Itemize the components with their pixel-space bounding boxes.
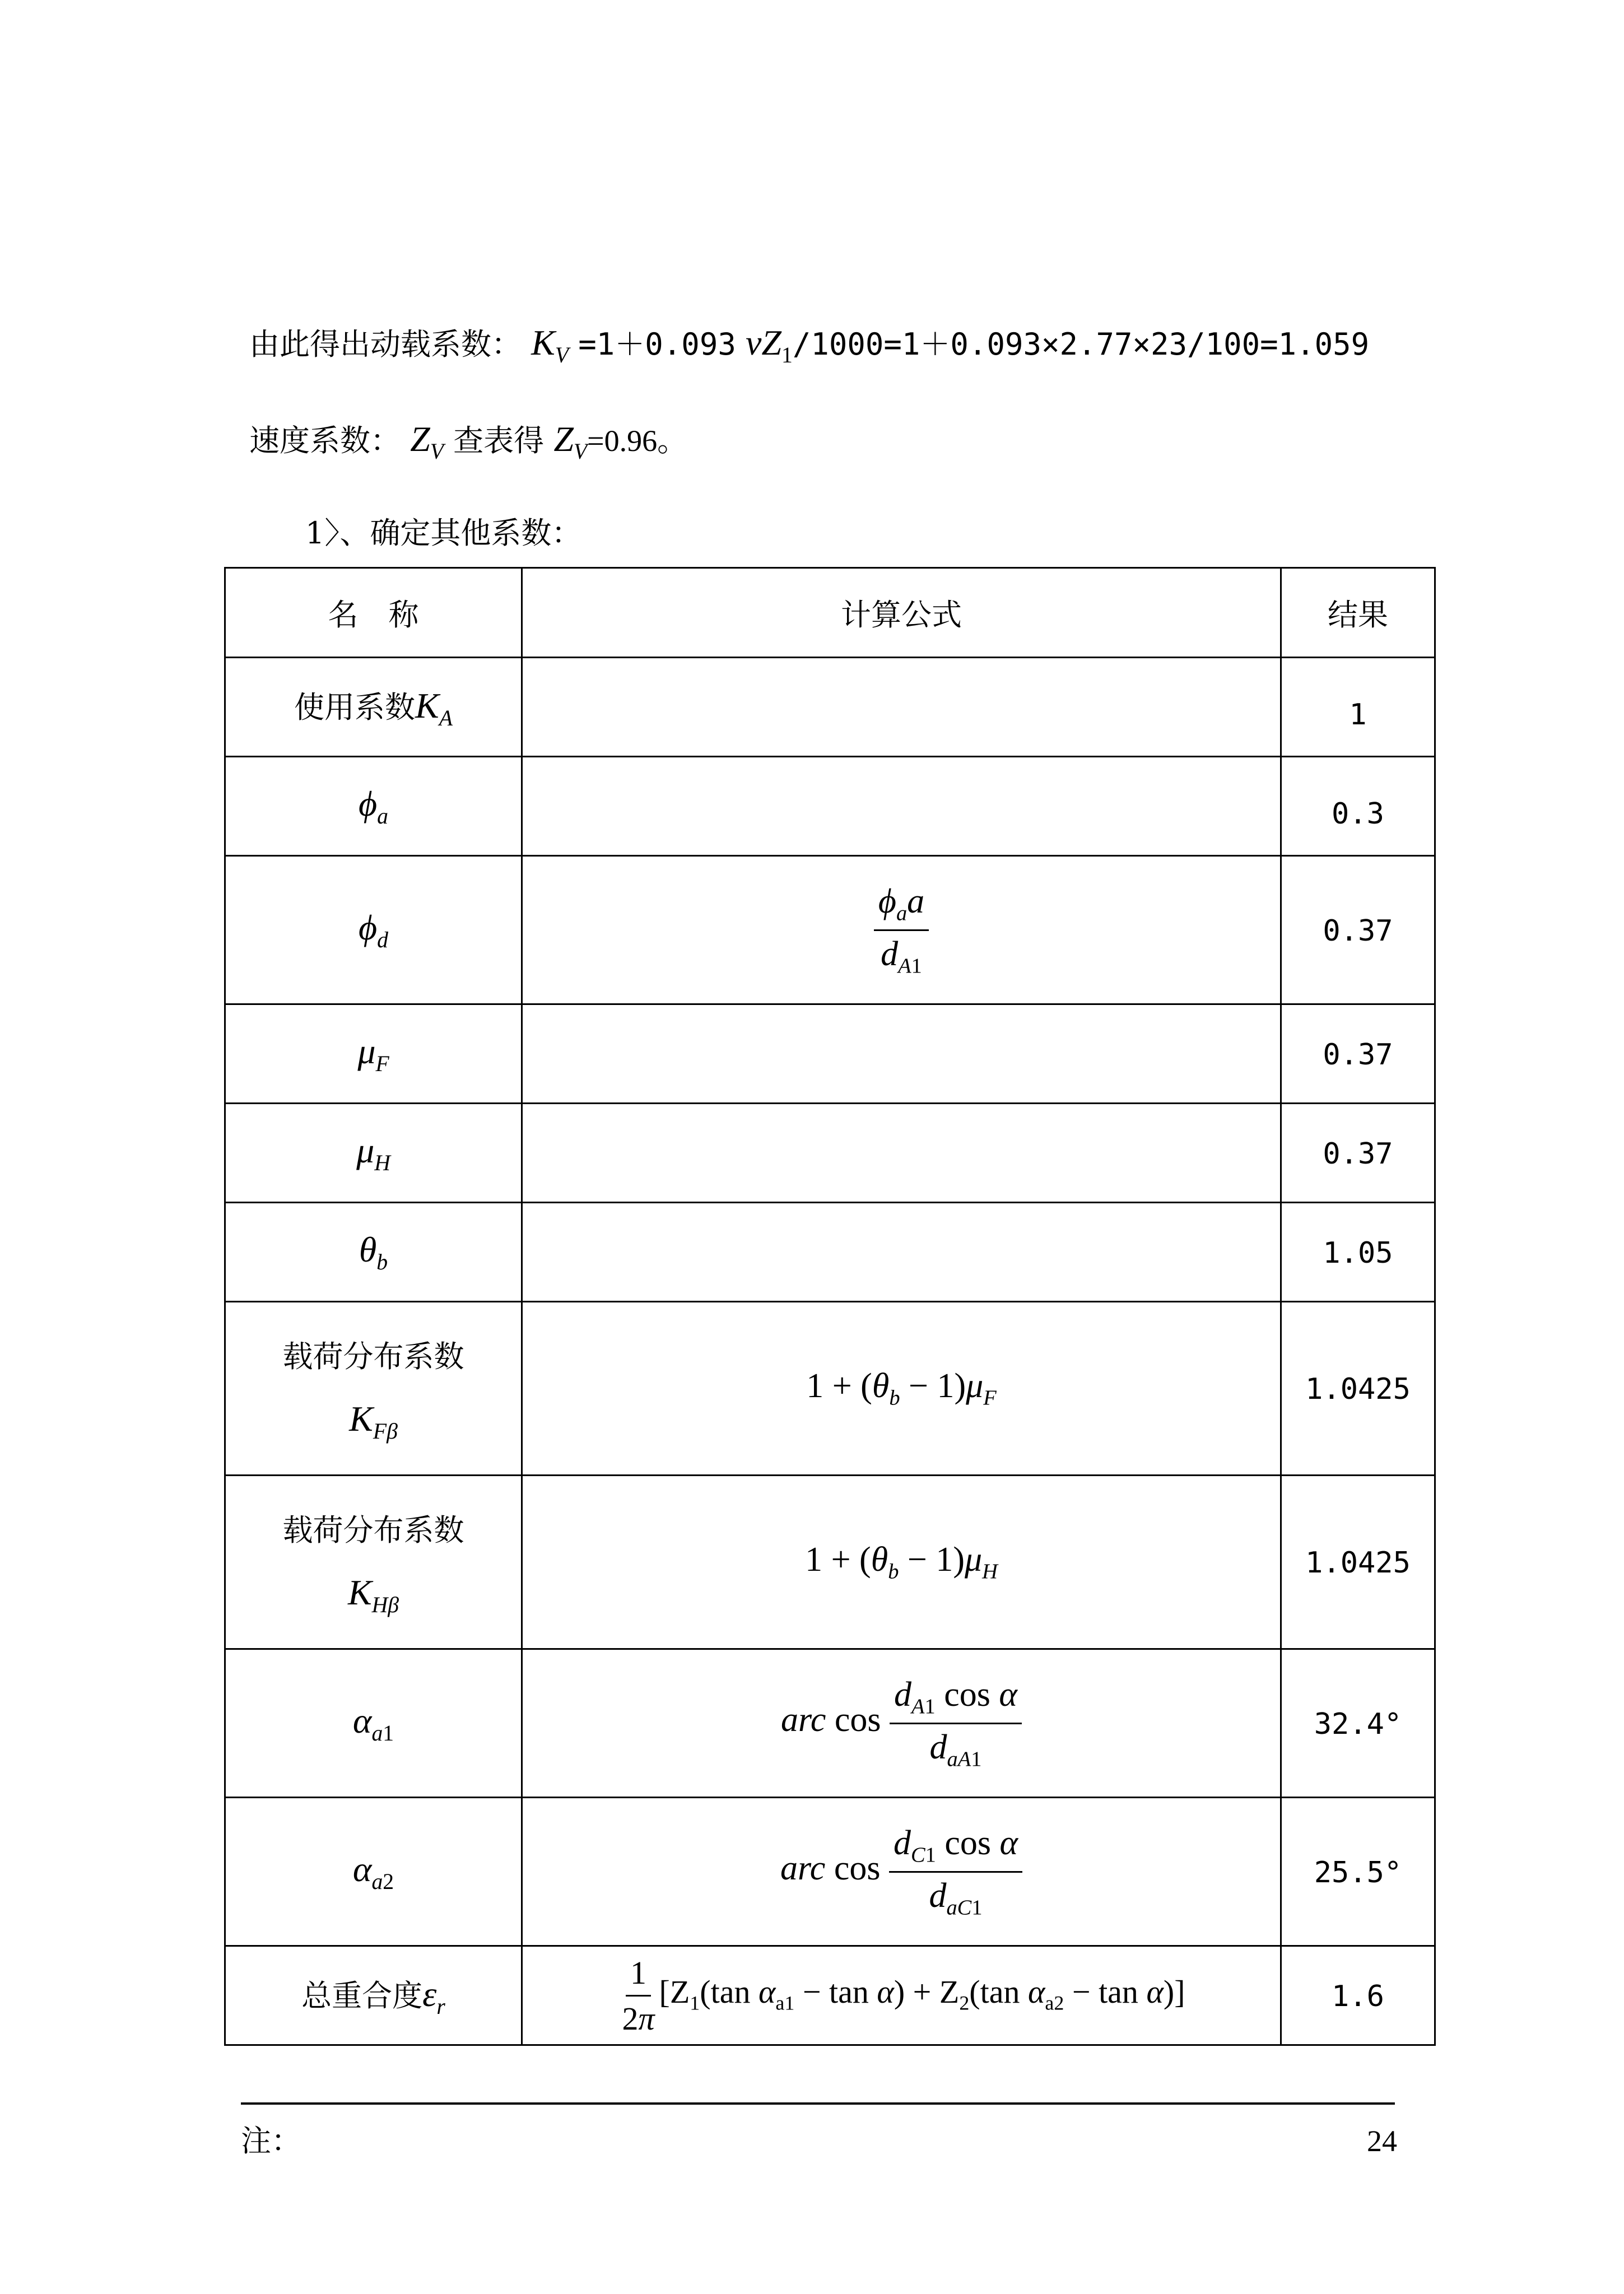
kv-vz-symbol: $vZ_1$	[746, 323, 793, 367]
theta-b-symbol: $\theta_b$	[359, 1230, 388, 1274]
table-row	[225, 1004, 1435, 1104]
alpha-a1-formula: arc cos $\frac{d_{A1} \cos \alpha}{d_{aA1}}$	[781, 1701, 1022, 1739]
row-formula	[522, 1004, 1281, 1104]
row-name	[225, 757, 522, 856]
khb-symbol: $K_{H\beta}$	[347, 1572, 399, 1617]
kv-line	[249, 325, 1369, 367]
table-row	[225, 1649, 1435, 1798]
row-formula	[522, 757, 1281, 856]
table-row	[225, 1203, 1435, 1302]
kfb-formula: $1 + (\theta_b - 1)\mu_F$	[806, 1367, 997, 1410]
table-row	[225, 1798, 1435, 1946]
row-name	[225, 1203, 522, 1302]
section-heading	[305, 515, 582, 551]
phi-d-symbol: $\phi_d$	[359, 908, 388, 952]
row-formula	[522, 856, 1281, 1004]
row-formula	[522, 1476, 1281, 1649]
phi-a-symbol: $\phi_a$	[359, 784, 388, 829]
row-result: 1.0425	[1281, 1302, 1435, 1476]
row-result: 0.37	[1281, 1004, 1435, 1104]
row-result: 1.05	[1281, 1203, 1435, 1302]
zv-symbol-2: $Z_V$	[553, 419, 588, 464]
row-name	[225, 1649, 522, 1798]
row-name	[225, 856, 522, 1004]
zv-prefix: 速度系数：	[249, 423, 401, 458]
ka-symbol: $K_A$	[415, 685, 453, 730]
row-name	[225, 1104, 522, 1203]
row-result: 25.5°	[1281, 1798, 1435, 1946]
row-name: 使用系数$K_A$	[225, 658, 522, 757]
table-row	[225, 757, 1435, 856]
row-formula	[522, 1104, 1281, 1203]
zv-line	[249, 421, 687, 463]
row-formula	[522, 1203, 1281, 1302]
table-row	[225, 1476, 1435, 1649]
row-name	[225, 1004, 522, 1104]
footer-divider	[241, 2102, 1395, 2105]
phi-d-formula: $\frac{\phi_aa}{d_{A1}}$	[874, 882, 929, 978]
row-name	[225, 1798, 522, 1946]
epsilon-r-formula: $\frac{1}{2\pi}$ [$Z_1(\tan$ $\alpha_{a1} - \tan \alpha) + Z_2(\tan$ $\alpha_{a2} - \tan \alpha$)]	[622, 1954, 1185, 2037]
khb-formula: $1 + (\theta_b - 1)\mu_H$	[805, 1541, 998, 1584]
zv-mid: 查表得	[453, 423, 545, 458]
row-formula	[522, 658, 1281, 757]
row-result: 1.6	[1281, 1946, 1435, 2045]
mu-h-symbol: $\mu_H$	[356, 1130, 390, 1175]
page-number: 24	[1367, 2124, 1397, 2158]
row-result: 0.37	[1281, 1104, 1435, 1203]
row-formula	[522, 1649, 1281, 1798]
footer-note: 注：	[241, 2123, 301, 2158]
header-name: 名 称	[225, 568, 522, 658]
epsilon-r-symbol: $\varepsilon_r$	[422, 1974, 445, 2019]
kv-symbol: $K_V$	[531, 323, 569, 367]
kv-prefix: 由此得出动载系数：	[249, 327, 522, 362]
row-result: 0.37	[1281, 856, 1435, 1004]
section-text: 1〉、确定其他系数：	[305, 515, 582, 551]
zv-tail: =0.96。	[587, 424, 688, 458]
header-formula: 计算公式	[522, 568, 1281, 658]
table-row	[225, 1104, 1435, 1203]
alpha-a1-symbol: $\alpha_{a1}$	[352, 1701, 394, 1746]
alpha-a2-formula: arc cos $\frac{d_{C1} \cos \alpha}{d_{aC1}}$	[780, 1849, 1022, 1887]
row-result: 1	[1281, 658, 1435, 757]
row-name: 总重合度$\varepsilon_r$	[225, 1946, 522, 2045]
row-name: 载荷分布系数 $K_{F\beta}$	[225, 1302, 522, 1476]
header-result: 结果	[1281, 568, 1435, 658]
kv-tail: /1000=1＋0.093×2.77×23/100=1.059	[792, 327, 1370, 362]
row-result: 1.0425	[1281, 1476, 1435, 1649]
alpha-a2-symbol: $\alpha_{a2}$	[352, 1849, 394, 1894]
row-result: 0.3	[1281, 757, 1435, 856]
row-formula	[522, 1798, 1281, 1946]
row-formula	[522, 1302, 1281, 1476]
table-row	[225, 1302, 1435, 1476]
row-formula	[522, 1946, 1281, 2045]
row-result: 32.4°	[1281, 1649, 1435, 1798]
table-header-row	[225, 568, 1435, 658]
kv-eq: =1＋0.093	[578, 327, 736, 362]
kfb-symbol: $K_{F\beta}$	[349, 1399, 398, 1444]
table-row	[225, 1946, 1435, 2045]
coefficients-table	[224, 567, 1434, 2046]
row-name: 载荷分布系数 $K_{H\beta}$	[225, 1476, 522, 1649]
table-row	[225, 856, 1435, 1004]
mu-f-symbol: $\mu_F$	[357, 1031, 389, 1076]
table-row	[225, 658, 1435, 757]
zv-symbol: $Z_V$	[410, 419, 444, 464]
